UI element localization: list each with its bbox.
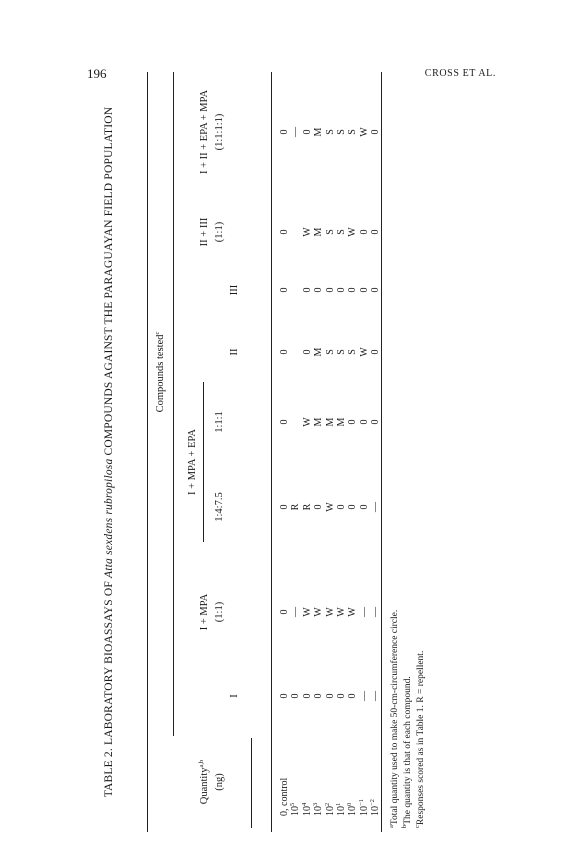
col-header-III: III (229, 284, 240, 296)
table-cell: 0 (370, 287, 382, 293)
table-cell: S (347, 129, 359, 135)
table-cell: W (336, 607, 347, 617)
table-cell: 0 (279, 693, 290, 699)
top-rule (147, 72, 148, 832)
table-cell: 0 (279, 419, 290, 425)
col-header-I-MPA: I + MPA (199, 593, 210, 631)
table-cell: S (324, 349, 336, 355)
table-cell: 0 (324, 693, 336, 699)
table-cell: 0 (279, 287, 290, 293)
header-bottom-rule (271, 72, 272, 832)
col-header-II: II (229, 348, 240, 356)
table-cell-dash: — (290, 607, 302, 617)
row-quantity-label: $10^3$ (312, 802, 325, 816)
table-cell: 0 (336, 287, 347, 293)
compounds-tested-header: Compounds tested$^c$ (154, 331, 166, 413)
table-cell: 0 (370, 229, 382, 235)
table-cell-dash: — (370, 502, 382, 512)
table-cell: 0 (313, 504, 325, 510)
row-quantity-label: $10^{-2}$ (369, 799, 382, 816)
col-header-II-III-ratio: (1:1) (214, 221, 225, 243)
col-header-ratio-2: 1:1:1 (214, 411, 225, 433)
table-cell: 0 (347, 287, 359, 293)
table-cell: 0 (301, 129, 313, 135)
table-cell: R (301, 503, 313, 511)
col-header-I: I (229, 694, 240, 698)
quantity-header: Quantity$^{a,b}$ (198, 759, 210, 805)
table-cell: 0 (279, 349, 290, 355)
table-cell: 0 (370, 129, 382, 135)
row-quantity-label: $10^0$ (346, 802, 359, 816)
footnote-b: $^b$The quantity is that of each compound. (401, 676, 413, 828)
col-header-I-MPA-ratio: (1:1) (214, 601, 225, 623)
running-head: CROSS ET AL. (424, 68, 496, 79)
table-cell: 0 (370, 419, 382, 425)
table-cell: 0 (358, 229, 370, 235)
table-cell: 0 (347, 693, 359, 699)
quantity-unit: (ng) (214, 773, 225, 791)
col-header-I-MPA-EPA: I + MPA + EPA (187, 429, 198, 495)
page-number: 196 (87, 66, 107, 81)
table-cell: 0 (358, 504, 370, 510)
table-cell: 0 (370, 349, 382, 355)
row-quantity-label: $10^4$ (300, 802, 313, 816)
table-cell: 0 (324, 287, 336, 293)
table-cell: 0 (336, 693, 347, 699)
col-header-II-III: II + III (199, 217, 210, 247)
row-quantity-label: 0, control (279, 777, 290, 816)
table-cell: 0 (301, 693, 313, 699)
footnotes (389, 610, 428, 828)
col-header-ratio-1: 1:4:7.5 (214, 492, 225, 522)
table-cell: S (336, 349, 347, 355)
table-cell: 0 (336, 504, 347, 510)
table-cell-dash: — (358, 607, 370, 617)
bottom-rule (381, 72, 382, 832)
table-label: TABLE 2. (103, 748, 115, 798)
table-cell: M (313, 227, 325, 237)
table-cell-dash: — (358, 691, 370, 701)
table-cell: W (301, 227, 313, 237)
table-cell: W (347, 607, 359, 617)
I-MPA-EPA-rule (203, 382, 204, 542)
table-cell: 0 (301, 287, 313, 293)
table-cell: 0 (347, 504, 359, 510)
table-cell: W (347, 227, 359, 237)
table-cell: 0 (279, 229, 290, 235)
table-cell: 0 (279, 504, 290, 510)
table-cell: S (336, 129, 347, 135)
table-cell: W (324, 607, 336, 617)
table-cell: S (347, 349, 359, 355)
row-quantity-label: $10^5$ (289, 802, 302, 816)
table-cell: 0 (279, 129, 290, 135)
table-cell: M (324, 417, 336, 427)
table-cell: W (301, 417, 313, 427)
row-quantity-label: $10^2$ (323, 802, 336, 816)
col-header-mix-ratio: (1:1:1:1) (214, 113, 225, 151)
rotated-table-block (103, 72, 493, 832)
table-cell-dash: — (370, 607, 382, 617)
footnote-c: $^c$Responses scored as in Table 1. R = repellent. (414, 650, 426, 828)
table-cell: 0 (347, 419, 359, 425)
row-quantity-label: $10^{-1}$ (357, 799, 370, 816)
table-cell: 0 (358, 419, 370, 425)
table-cell: 0 (313, 287, 325, 293)
table-cell: S (336, 229, 347, 235)
table-cell: 0 (290, 693, 302, 699)
table-cell: W (301, 607, 313, 617)
table-cell-dash: — (370, 691, 382, 701)
footnote-a: $^a$Total quantity used to make 50-cm-circumference circle. (388, 609, 400, 828)
table-cell: R (290, 503, 302, 511)
table-cell: 0 (313, 693, 325, 699)
table-cell: M (336, 417, 347, 427)
row-quantity-label: $10^1$ (335, 802, 347, 816)
table-caption (103, 72, 115, 832)
table-cell: S (324, 129, 336, 135)
col-header-mix: I + II + EPA + MPA (199, 89, 210, 175)
table-cell: W (324, 502, 336, 512)
table-cell: W (313, 607, 325, 617)
compounds-tested-rule (173, 72, 174, 736)
table-cell: M (313, 127, 325, 137)
table-cell: W (358, 127, 370, 137)
table-cell: 0 (301, 349, 313, 355)
table-title-suffix: COMPOUNDS AGAINST THE PARAGUAYAN FIELD POPULATION (103, 106, 115, 456)
table-cell: 0 (358, 287, 370, 293)
table-cell: S (324, 229, 336, 235)
table-cell-dash: — (290, 127, 302, 137)
quantity-rule (251, 738, 252, 828)
table-species: Atta sexdens rubropilosa (103, 458, 115, 578)
table-title-prefix: LABORATORY BIOASSAYS OF (103, 581, 115, 745)
table-cell: 0 (279, 609, 290, 615)
table-cell: M (313, 417, 325, 427)
table-cell: M (313, 347, 325, 357)
table-cell: W (358, 347, 370, 357)
